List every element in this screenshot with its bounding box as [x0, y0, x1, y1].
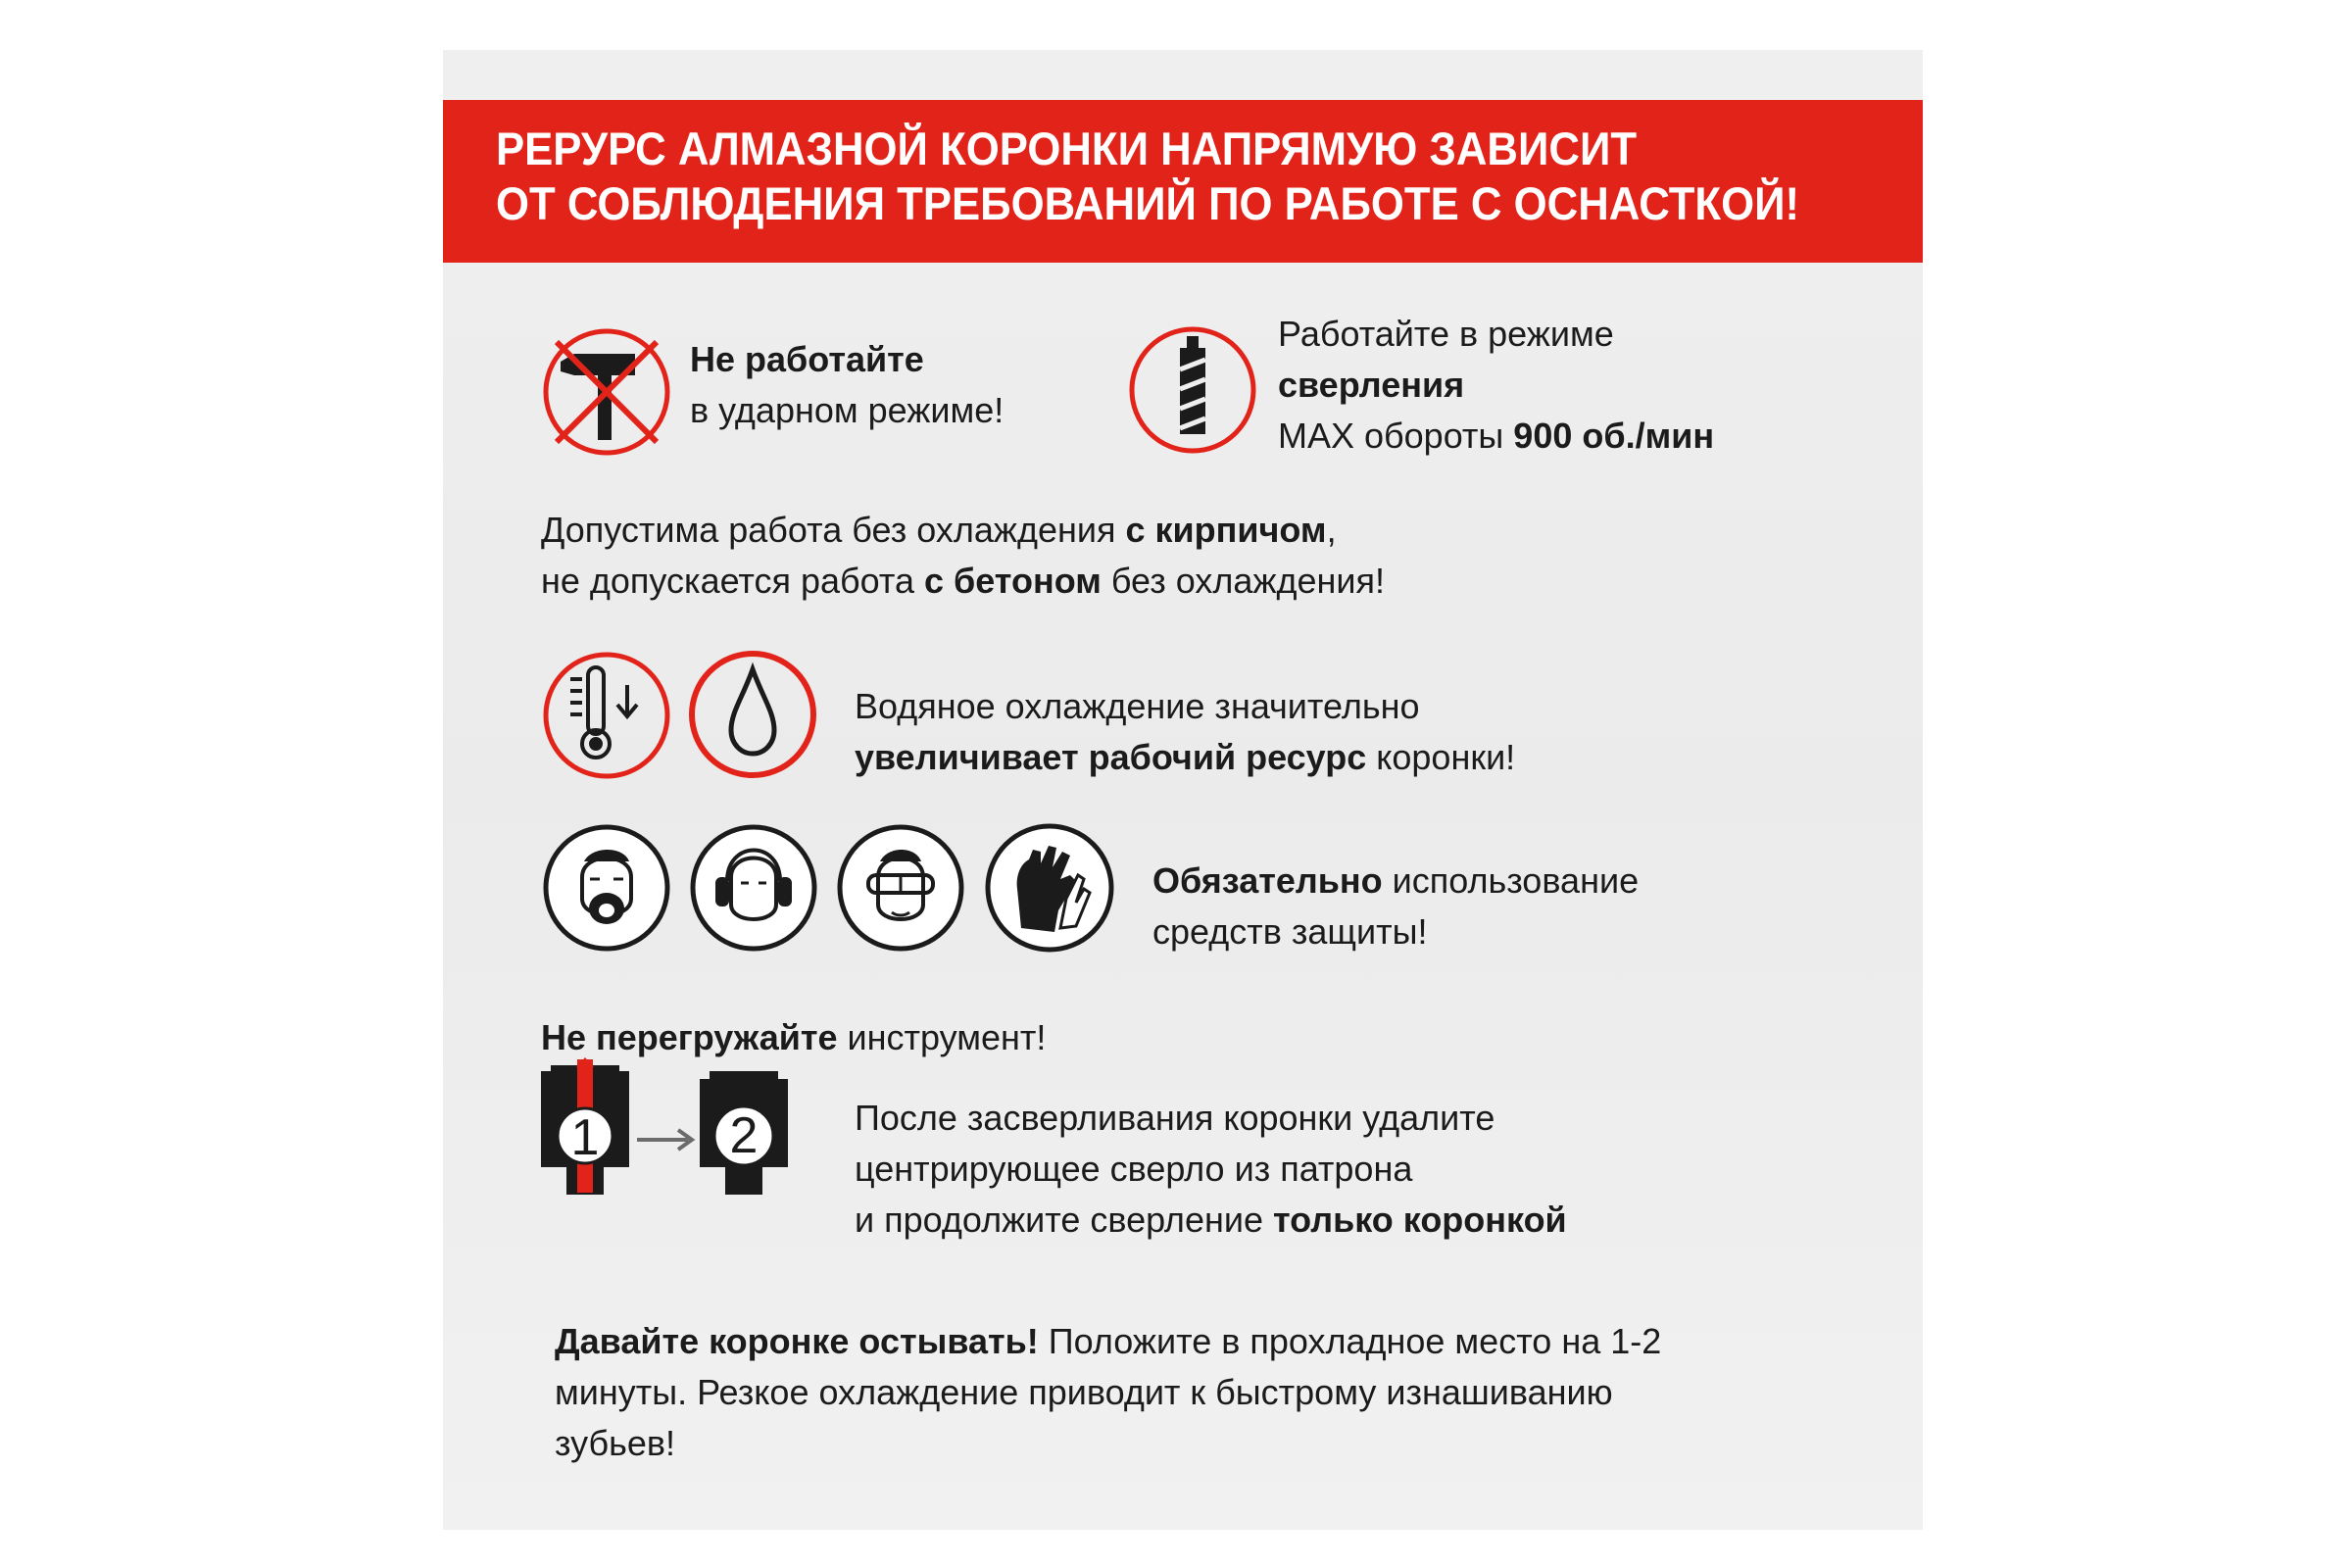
materials-line-2: не допускается работа с бетоном без охлаждения! — [541, 561, 1386, 601]
overload-rule: Не перегружайте инструмент! — [541, 1017, 1047, 1057]
instruction-card — [443, 50, 1923, 1530]
cooldown-line-2: минуты. Резкое охлаждение приводит к быстрому изнашиванию — [555, 1372, 1613, 1412]
drill-rule-line-1: Работайте в режиме — [1278, 314, 1614, 354]
drill-bit-icon — [1127, 324, 1258, 456]
pilot-rule-line-3: и продолжите сверление только коронкой — [855, 1200, 1567, 1240]
arrow-right-icon — [635, 1128, 698, 1152]
water-drop-icon — [686, 648, 819, 781]
water-rule-line-1: Водяное охлаждение значительно — [855, 686, 1420, 726]
hammer-rule-bold: Не работайте — [690, 339, 924, 379]
banner-title-line-1: РЕРУРС АЛМАЗНОЙ КОРОНКИ НАПРЯМУЮ ЗАВИСИТ — [496, 122, 1638, 174]
ear-protection-icon — [688, 822, 819, 954]
goggles-icon — [835, 822, 966, 954]
cooldown-line-1: Давайте коронке остывать! Положите в прохладное место на 1-2 — [555, 1321, 1662, 1361]
drill-rule-line-3: MAX обороты 900 об./мин — [1278, 416, 1715, 456]
drill-rule-line-2: сверления — [1278, 365, 1465, 405]
pilot-rule-line-2: центрирующее сверло из патрона — [855, 1149, 1413, 1189]
respirator-icon — [541, 822, 672, 954]
thermometer-down-icon — [541, 650, 672, 781]
pilot-rule-line-1: После засверливания коронки удалите — [855, 1098, 1495, 1138]
water-rule-line-2: увеличивает рабочий ресурс коронки! — [855, 737, 1516, 777]
gloves-icon — [982, 820, 1117, 956]
protection-rule-line-2: средств защиты! — [1152, 911, 1428, 952]
header-banner — [443, 100, 1923, 263]
protection-rule-line-1: Обязательно использование — [1152, 860, 1640, 901]
banner-title-line-2: ОТ СОБЛЮДЕНИЯ ТРЕБОВАНИЙ ПО РАБОТЕ С ОСНАСТКОЙ! — [496, 177, 1800, 229]
step-1-number: 1 — [570, 1109, 600, 1166]
materials-line-1: Допустима работа без охлаждения с кирпичом, — [541, 510, 1337, 550]
hammer-rule-text: в ударном режиме! — [690, 390, 1004, 430]
no-hammer-icon — [541, 326, 672, 458]
step-2-number: 2 — [729, 1107, 759, 1164]
cooldown-line-3: зубьев! — [555, 1423, 676, 1463]
